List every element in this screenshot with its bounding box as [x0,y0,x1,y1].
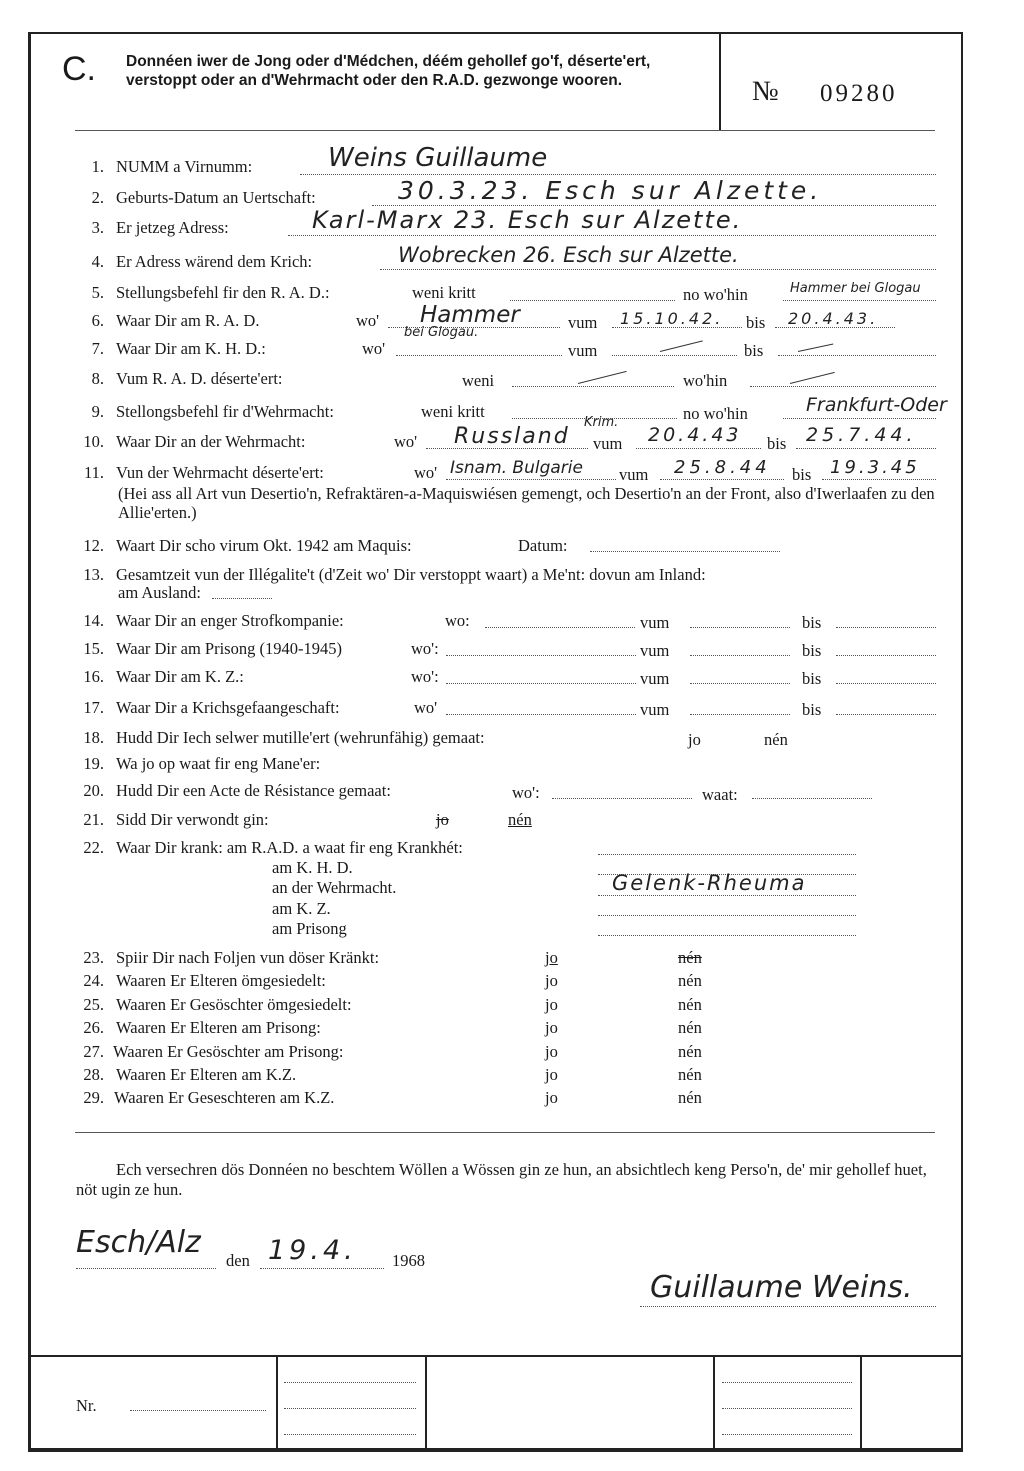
row-number: 6. [91,311,104,330]
fill-line [284,1382,416,1383]
row-label: Stellongsbefehl fir d'Wehrmacht: [116,402,334,421]
sub-item: an der Wehrmacht. [272,878,397,897]
row-label: Waar Dir krank: am R.A.D. a waat fir eng Krankhét: [116,838,463,857]
footer-column-line [276,1355,278,1452]
fill-line [836,683,936,684]
fill-line [690,683,790,684]
fill-line [750,386,936,387]
row-number: 5. [91,283,104,302]
footer-column-line [860,1355,862,1452]
from-label: vum [640,613,670,632]
wo-label: wo': [411,639,439,658]
wo-label: wo' [414,698,438,717]
fill-line [690,714,790,715]
where-label: wo'hin [683,371,728,390]
row-label: Hudd Dir een Acte de Résistance gemaat: [116,781,391,800]
row-label: Waaren Er Geseschteren am K.Z. [114,1088,335,1107]
fill-line [660,479,784,480]
signature: Guillaume Weins. [650,1270,913,1305]
from-value: 20.4.43 [648,424,742,446]
row-number: 26. [83,1018,104,1037]
from-label: vum [593,434,623,453]
fill-line [396,355,562,356]
row-number: 3. [91,218,104,237]
row-number: 4. [91,252,104,271]
when-label: weni [462,371,495,390]
section-rule [75,1132,935,1133]
row-label: Hudd Dir Iech selwer mutille'ert (wehrunfähig) gemaat: [116,728,485,747]
row-label: Waar Dir am Prisong (1940-1945) [116,639,342,658]
row-number: 23. [83,948,104,967]
jo-option: jo [545,971,558,990]
row-number: 24. [83,971,104,990]
fill-line [590,551,780,552]
fill-line [612,355,737,356]
row-number: 25. [83,995,104,1014]
from-label: vum [568,313,598,332]
fill-line [284,1408,416,1409]
fill-line [380,269,936,270]
fill-line [130,1410,266,1411]
den-label: den [226,1251,250,1270]
footer-column-line [425,1355,427,1452]
fill-line [552,798,692,799]
row-label: Waar Dir an enger Strofkompanie: [116,611,344,630]
row-number: 27. [83,1042,104,1061]
nen-option: nén [678,995,702,1014]
wo-label: wo' [356,311,380,330]
row-label: Sidd Dir verwondt gin: [116,810,269,829]
place-handwritten: Esch/Alz [76,1225,201,1260]
jo-option: jo [688,730,701,749]
footer-nr-label: Nr. [76,1396,97,1415]
fill-line [598,935,856,936]
fill-line [598,895,856,896]
name-value: Weins Guillaume [328,143,548,173]
fill-line [510,300,675,301]
fill-line [783,300,936,301]
row-label: Vun der Wehrmacht déserte'ert: [116,463,324,482]
header-divider [719,34,721,130]
row-number: 13. [83,565,104,584]
date-label: Datum: [518,536,568,555]
jo-option: jo [545,1088,558,1107]
fill-line [446,655,636,656]
from-value: 25.8.44 [674,457,771,478]
wo-label: wo' [362,339,386,358]
fill-line [722,1408,852,1409]
row-label: Waaren Er Gesöschter am Prisong: [113,1042,344,1061]
jo-option: jo [545,995,558,1014]
fill-line [288,235,936,236]
row-label: Wa jo op waat fir eng Mane'er: [116,754,321,773]
to-label: bis [792,465,812,484]
war-address-value: Wobrecken 26. Esch sur Alzette. [398,243,739,267]
fill-line [796,448,936,449]
fill-line [598,915,856,916]
nen-option: nén [678,1088,702,1107]
fill-line [446,683,636,684]
row-label: Gesamtzeit vun der Illégalite't (d'Zeit wo' Dir verstoppt waart) a Me'nt: dovun am Inland: [116,565,706,584]
from-label: vum [640,700,670,719]
fill-line [598,854,856,855]
to-label: bis [744,341,764,360]
form-number: 09280 [820,80,898,107]
fill-line [690,655,790,656]
row-label-2: am Ausland: [118,583,201,602]
row-number: 11. [83,463,104,482]
to-label: bis [767,434,787,453]
row-label: Waaren Er Elteren am K.Z. [116,1065,297,1084]
to-value: 19.3.45 [830,457,920,478]
wo-value: Hammer [420,302,520,328]
from-value: 15.10.42. [620,309,724,328]
wo-label: wo': [512,783,540,802]
nen-option: nén [678,971,702,990]
row-label: Waar Dir am K. Z.: [116,667,244,686]
to-label: bis [802,669,822,688]
jo-option: jo [545,1018,558,1037]
declaration-text: Ech versechren dös Donnéen no beschtem Wöllen a Wössen gin ze hun, an absichtlech keng Perso'n, de' mir gehollef huet, nöt ugin ze hun. [76,1160,927,1199]
row-number: 15. [83,639,104,658]
fill-line [260,1268,384,1269]
row-number: 17. [83,698,104,717]
where-value: Hammer bei Glogau [790,281,921,296]
row-label: Waart Dir scho virum Okt. 1942 am Maquis: [116,536,412,555]
sub-item: am Prisong [272,919,347,938]
fill-line [836,627,936,628]
row-number: 19. [83,754,104,773]
where-label: no wo'hin [683,404,748,423]
jo-option: jo [545,1065,558,1084]
footer-top-rule [28,1355,963,1357]
fill-line [300,174,936,175]
where-value: Frankfurt-Oder [806,394,947,416]
wo-value: Russland [454,424,570,449]
fill-line [284,1434,416,1435]
signature-line [640,1306,936,1307]
to-label: bis [802,613,822,632]
row-label: Spiir Dir nach Foljen vun döser Kränkt: [116,948,380,967]
fill-line [512,386,674,387]
footer-column-line [713,1355,715,1452]
fill-line [783,418,936,419]
sub-item: am K. Z. [272,899,331,918]
to-value: 25.7.44. [806,424,917,446]
row-label: Er jetzeg Adress: [116,218,229,237]
fill-line [722,1434,852,1435]
to-value: 20.4.43. [788,309,879,328]
waat-label: waat: [702,785,738,804]
fill-line [485,627,635,628]
row-label: Vum R. A. D. déserte'ert: [116,369,283,388]
wo-label: wo' [414,463,438,482]
row-number: 28. [83,1065,104,1084]
sub-item: am K. H. D. [272,858,353,877]
when-label: weni kritt [421,402,485,421]
wo-label: wo' [394,432,418,451]
nen-option-selected: nén [508,810,532,829]
address-value: Karl-Marx 23. Esch sur Alzette. [312,206,743,234]
birth-value: 30.3.23. Esch sur Alzette. [398,176,823,205]
to-label: bis [802,700,822,719]
fill-line [76,1268,216,1269]
row-label: Waaren Er Elteren ömgesiedelt: [116,971,326,990]
number-sign: № [752,76,779,107]
row-number: 18. [83,728,104,747]
row-number: 14. [83,611,104,630]
fill-line [836,655,936,656]
nen-option: nén [678,1018,702,1037]
header-rule [75,130,935,131]
to-label: bis [746,313,766,332]
row-note: (Hei ass all Art vun Desertio'n, Refraktären-a-Maquiswiésen gemengt, och Desertio'n an der Front, also d'Iwerlaafen zu den Allie'erten.) [118,484,935,522]
row-number: 8. [91,369,104,388]
row-number: 1. [91,157,104,176]
row-number: 21. [83,810,104,829]
from-label: vum [568,341,598,360]
row-number: 16. [83,667,104,686]
wo-value: bei Glogau. [404,325,479,340]
header-title: Donnéen iwer de Jong oder d'Médchen, déém gehollef go'f, déserte'ert, verstoppt oder an d'Wehrmacht oder den R.A.D. gezwonge wooren. [126,53,651,89]
row-number: 22. [83,838,104,857]
year-label: 1968 [392,1251,425,1270]
row-number: 7. [91,339,104,358]
row-number: 2. [91,188,104,207]
row-number: 29. [83,1088,104,1107]
wo-label: wo: [445,611,470,630]
row-label: Stellungsbefehl fir den R. A. D.: [116,283,330,302]
fill-line [636,448,761,449]
fill-line [822,479,936,480]
row-label: Waaren Er Gesöschter ömgesiedelt: [116,995,352,1014]
wo-superscript: Krim. [584,415,619,430]
jo-option-struck: jo [436,810,449,829]
row-number: 10. [83,432,104,451]
nen-option: nén [764,730,788,749]
fill-line [446,479,616,480]
where-label: no wo'hin [683,285,748,304]
row-number: 9. [91,402,104,421]
fill-line [836,714,936,715]
row-label: Geburts-Datum an Uertschaft: [116,188,316,207]
row-label: Waaren Er Elteren am Prisong: [116,1018,321,1037]
nen-option: nén [678,1065,702,1084]
wo-value: Isnam. Bulgarie [450,458,583,478]
jo-option: jo [545,1042,558,1061]
fill-line [212,598,272,599]
row-number: 20. [83,781,104,800]
row-label: Waar Dir am R. A. D. [116,311,260,330]
from-label: vum [619,465,649,484]
row-label: Waar Dir a Krichsgefaangeschaft: [116,698,340,717]
to-label: bis [802,641,822,660]
from-label: vum [640,641,670,660]
date-handwritten: 19.4. [268,1235,357,1266]
row-number: 12. [83,536,104,555]
from-label: vum [640,669,670,688]
row-label: Waar Dir am K. H. D.: [116,339,266,358]
fill-line [778,355,936,356]
section-letter: C. [62,50,96,88]
row-label: Waar Dir an der Wehrmacht: [116,432,306,451]
nen-option: nén [678,1042,702,1061]
illness-value: Gelenk-Rheuma [612,871,807,895]
fill-line [690,627,790,628]
nen-option-struck: nén [678,948,702,967]
wo-label: wo': [411,667,439,686]
row-label: Er Adress wärend dem Krich: [116,252,313,271]
fill-line [752,798,872,799]
when-label: weni kritt [412,283,476,302]
jo-option-selected: jo [545,948,558,967]
row-label: NUMM a Virnumm: [116,157,253,176]
fill-line [722,1382,852,1383]
fill-line [446,714,636,715]
